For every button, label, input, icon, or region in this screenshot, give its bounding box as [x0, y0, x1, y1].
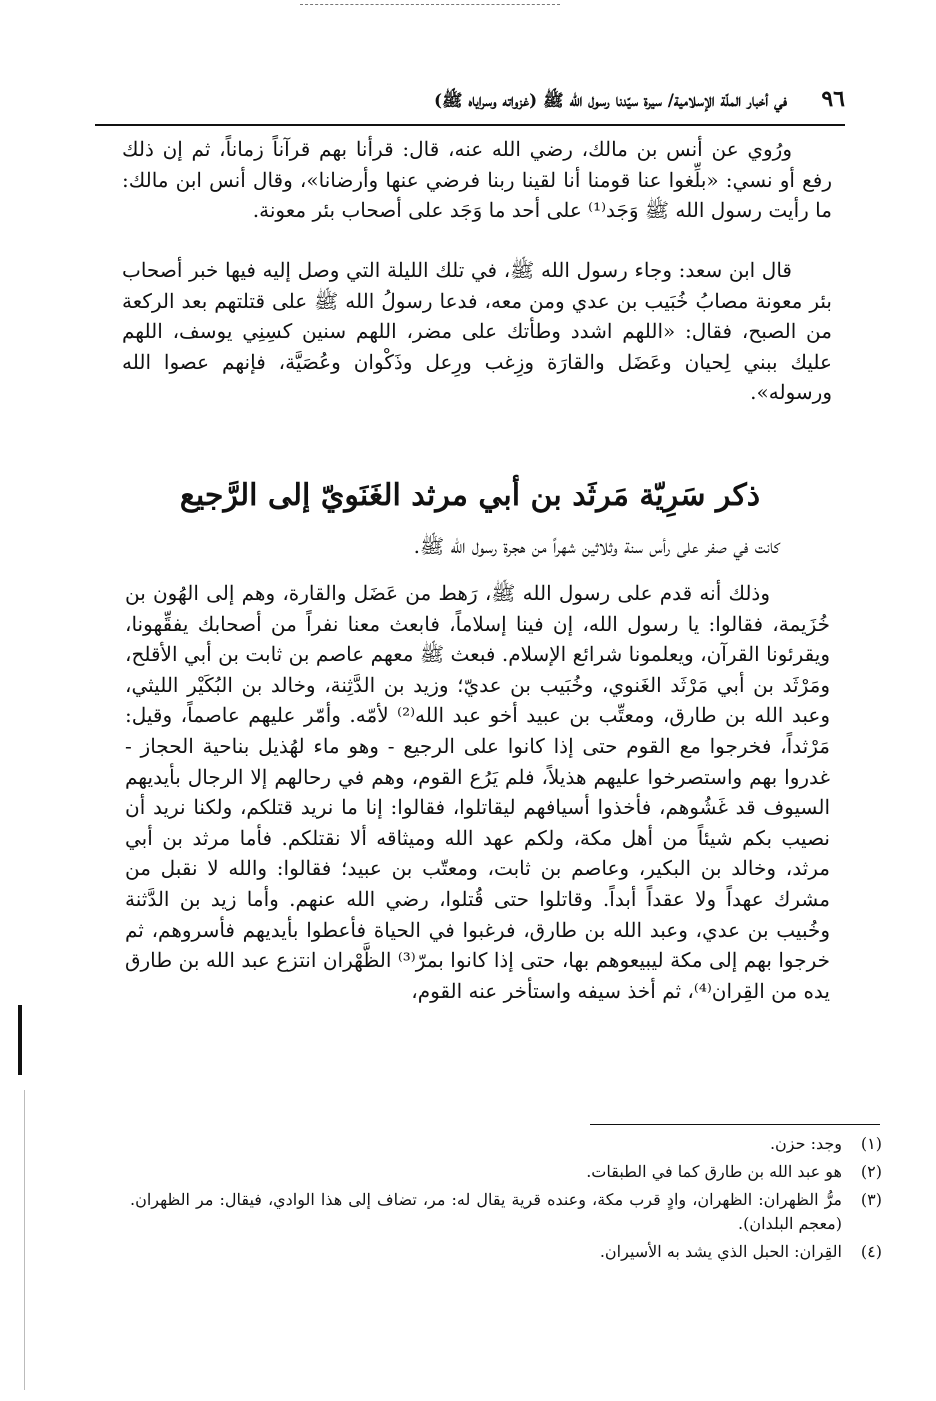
footnote-text: وجد: حزن.	[769, 1134, 842, 1153]
footnote-number: (٢)	[860, 1162, 882, 1181]
footnote-number: (١)	[860, 1134, 882, 1153]
footnote-item	[130, 1160, 882, 1184]
scan-edge-mark	[18, 1005, 22, 1075]
footnote-number: (٣)	[860, 1190, 882, 1209]
paragraph-narrative	[125, 578, 830, 1006]
footnote-text: القِران: الحبل الذي يشد به الأسيران.	[599, 1242, 842, 1261]
paragraph-text: قال ابن سعد: وجاء رسول الله ﷺ، في تلك الليلة التي وصل إليه فيها خبر أصحاب بئر معونة مصابُ خُبَيب بن عدي ومن معه، فدعا رسولُ الله ﷺ على قتلتهم بعد الركعة من الصبح، فقال: «اللهم اشدد وطأتك على مضر، اللهم سنين كسِنِي يوسف، اللهم عليك ببني لِحيان وعَضَل والقارَة وزِغب ورِعل وذَكْوان وعُصَيَّة، فإنهم عصوا الله ورسوله».	[122, 258, 832, 404]
paragraph-text: كانت في صفر على رأس سنة وثلاثين شهراً من هجرة رسول الله ﷺ.	[413, 534, 780, 558]
footnote-item	[130, 1132, 882, 1156]
top-scan-dashes	[300, 4, 560, 5]
paragraph-ibn-saad	[122, 255, 832, 408]
footnote-item	[130, 1188, 882, 1236]
scan-edge-line	[24, 1090, 25, 1390]
footnote-number: (٤)	[860, 1242, 882, 1261]
page-number: ٩٦	[821, 86, 845, 112]
paragraph-text: وذلك أنه قدم على رسول الله ﷺ، رَهط من عَضَل والقارة، وهم إلى الهُون بن خُزَيمة، فقالوا: يا رسول الله، إن فينا إسلاماً، فابعث معنا نفراً من أصحابك يفقِّهونا، ويقرئونا القرآن، ويعلمونا شرائع الإسلام. فبعث ﷺ معهم عاصم بن ثابت بن أبي الأقلح، ومَرْثَد بن أبي مَرْثَد الغَنوي، وخُبَيب بن عديّ؛ وزيد بن الدَّثِنة، وخالد بن البُكَيْر الليثي، وعبد الله بن طارق، ومعتِّب بن عبيد أخو عبد الله⁽²⁾ لأمّه. وأمّر عليهم عاصماً، وقيل: مَرْثداً، فخرجوا مع القوم حتى إذا كانوا على الرجيع - وهو ماء لهُذيل بناحية الحجاز - غدروا بهم واستصرخوا عليهم هذيلاً، فلم يَرُع القوم، وهم في رحالهم إلا الرجال بأيديهم السيوف قد غَشُوهم، فأخذوا أسيافهم ليقاتلوا، فقالوا: إنا ما نريد قتلكم، ولكنا نريد أن نصيب بكم شيئاً من أهل مكة، ولكم عهد الله وميثاقه ألا نقتلكم. فأما مرثد بن أبي مرثد، وخالد بن البكير، وعاصم بن ثابت، ومعتّب بن عبيد؛ فقالوا: والله لا نقبل من مشرك عهداً ولا عقداً أبداً. وقاتلوا حتى قُتلوا، رضي الله عنهم. وأما زيد بن الدَّثنة وخُبيب بن عدي، وعبد الله بن طارق، فرغبوا في الحياة فأعطوا بأيديهم فأسروهم، ثم خرجوا بهم إلى مكة ليبيعوهم بها، حتى إذا كانوا بمرّ⁽³⁾ الظَّهْران انتزع عبد الله بن طارق يده من القِران⁽⁴⁾، ثم أخذ سيفه واستأخر عنه القوم،	[125, 581, 831, 1003]
footnote-text: مرُّ الظهران: الظهران، وادٍ قرب مكة، وعنده قرية يقال له: مر، تضاف إلى هذا الوادي، فيقال: مر الظهران. (معجم البلدان).	[130, 1190, 842, 1233]
section-title: ذكر سَرِيّة مَرثَد بن أبي مرثد الغَنَويّ إلى الرَّجيع	[179, 478, 761, 513]
running-header	[95, 84, 845, 126]
footnote-item	[130, 1240, 882, 1264]
footnote-text: هو عبد الله بن طارق كما في الطبقات.	[586, 1162, 842, 1181]
footnotes	[130, 1132, 882, 1268]
paragraph-date	[200, 531, 820, 562]
footnote-separator	[590, 1124, 880, 1125]
paragraph-text: ورُوي عن أنس بن مالك، رضي الله عنه، قال: قرأنا بهم قرآناً زماناً، ثم إن ذلك رفع أو نسي: «بلِّغوا عنا قومنا أنا لقينا ربنا فرضي عنها وأرضانا»، وقال أنس ابن مالك: ما رأيت رسول الله ﷺ وَجَد⁽¹⁾ على أحد ما وَجَد على أصحاب بئر معونة.	[122, 137, 832, 222]
running-title: في أخبار الملّة الإسلامية/ سيرة سيّدنا رسول الله ﷺ (غزواته وسراياه ﷺ)	[433, 91, 787, 111]
paragraph-anas	[122, 134, 832, 226]
